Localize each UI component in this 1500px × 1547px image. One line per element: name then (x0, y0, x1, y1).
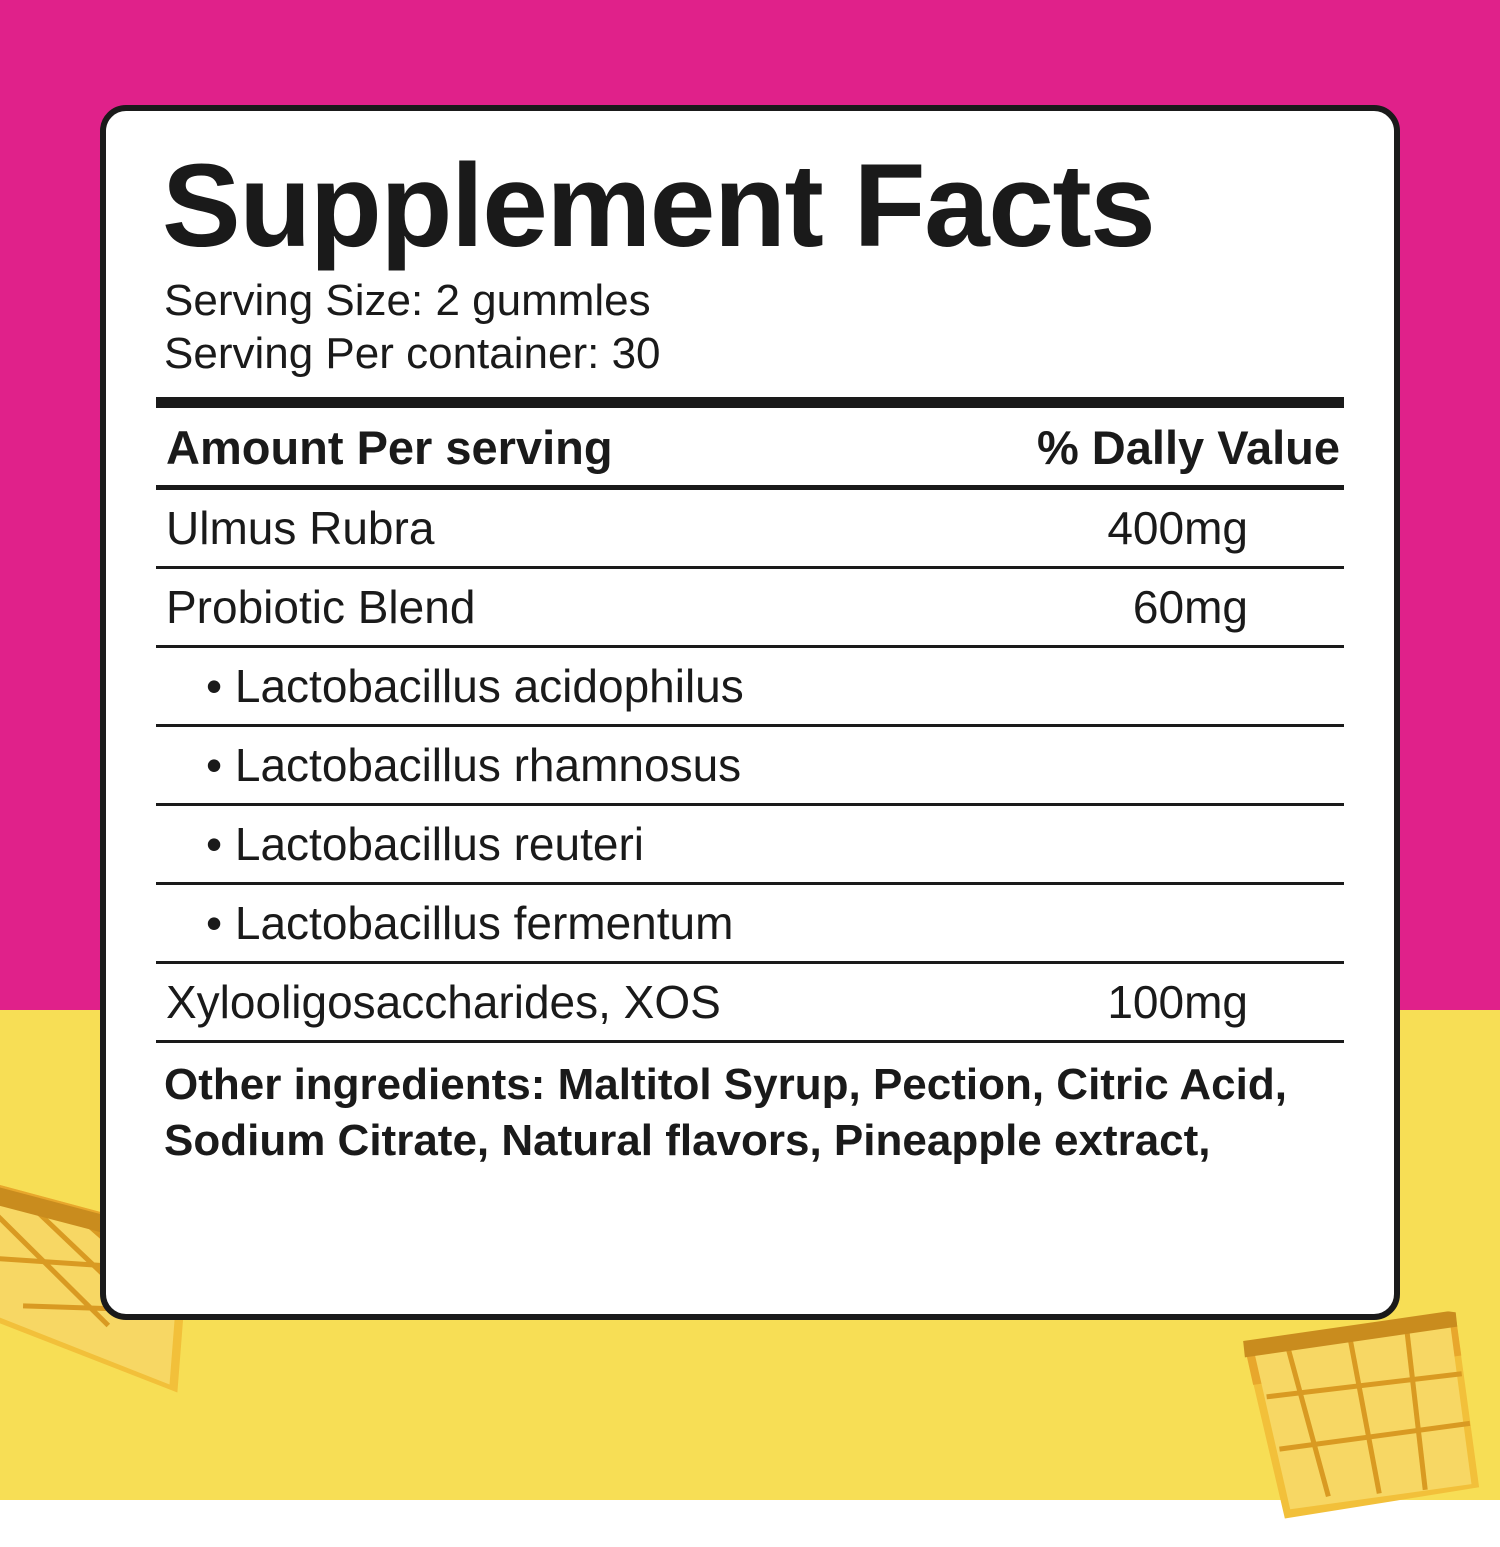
divider-thick (156, 397, 1344, 408)
table-row (156, 806, 1344, 882)
table-row (156, 569, 1344, 645)
ingredient-name: Xylooligosaccharides, XOS (166, 976, 721, 1029)
table-header-row (156, 408, 1344, 485)
ingredient-name: • Lactobacillus rhamnosus (206, 739, 742, 792)
ingredient-name: • Lactobacillus acidophilus (206, 660, 744, 713)
ingredient-name: Probiotic Blend (166, 581, 476, 634)
table-row (156, 727, 1344, 803)
supplement-facts-panel (100, 105, 1400, 1320)
page-title: Supplement Facts (162, 140, 1155, 272)
other-ingredients-text: Other ingredients: Maltitol Syrup, Pection, Citric Acid, Sodium Citrate, Natural flavors, Pineapple extract, (164, 1060, 1287, 1166)
serving-size-text: Serving Size: 2 gummles (164, 275, 651, 325)
table-row (156, 648, 1344, 724)
ingredient-name: • Lactobacillus fermentum (206, 897, 734, 950)
ingredient-amount: 400mg (1107, 502, 1248, 555)
pineapple-wedge-icon (1215, 1283, 1500, 1547)
table-row (156, 490, 1344, 566)
ingredient-amount: 60mg (1132, 581, 1248, 634)
column-header-daily-value: % Dally Value (1036, 421, 1340, 475)
ingredient-name: • Lactobacillus reuteri (206, 818, 644, 871)
servings-per-container-text: Serving Per container: 30 (164, 329, 661, 379)
column-header-amount: Amount Per serving (166, 421, 613, 475)
ingredient-name: Ulmus Rubra (166, 502, 435, 555)
table-row (156, 964, 1344, 1040)
table-row (156, 885, 1344, 961)
ingredient-amount: 100mg (1107, 976, 1248, 1029)
